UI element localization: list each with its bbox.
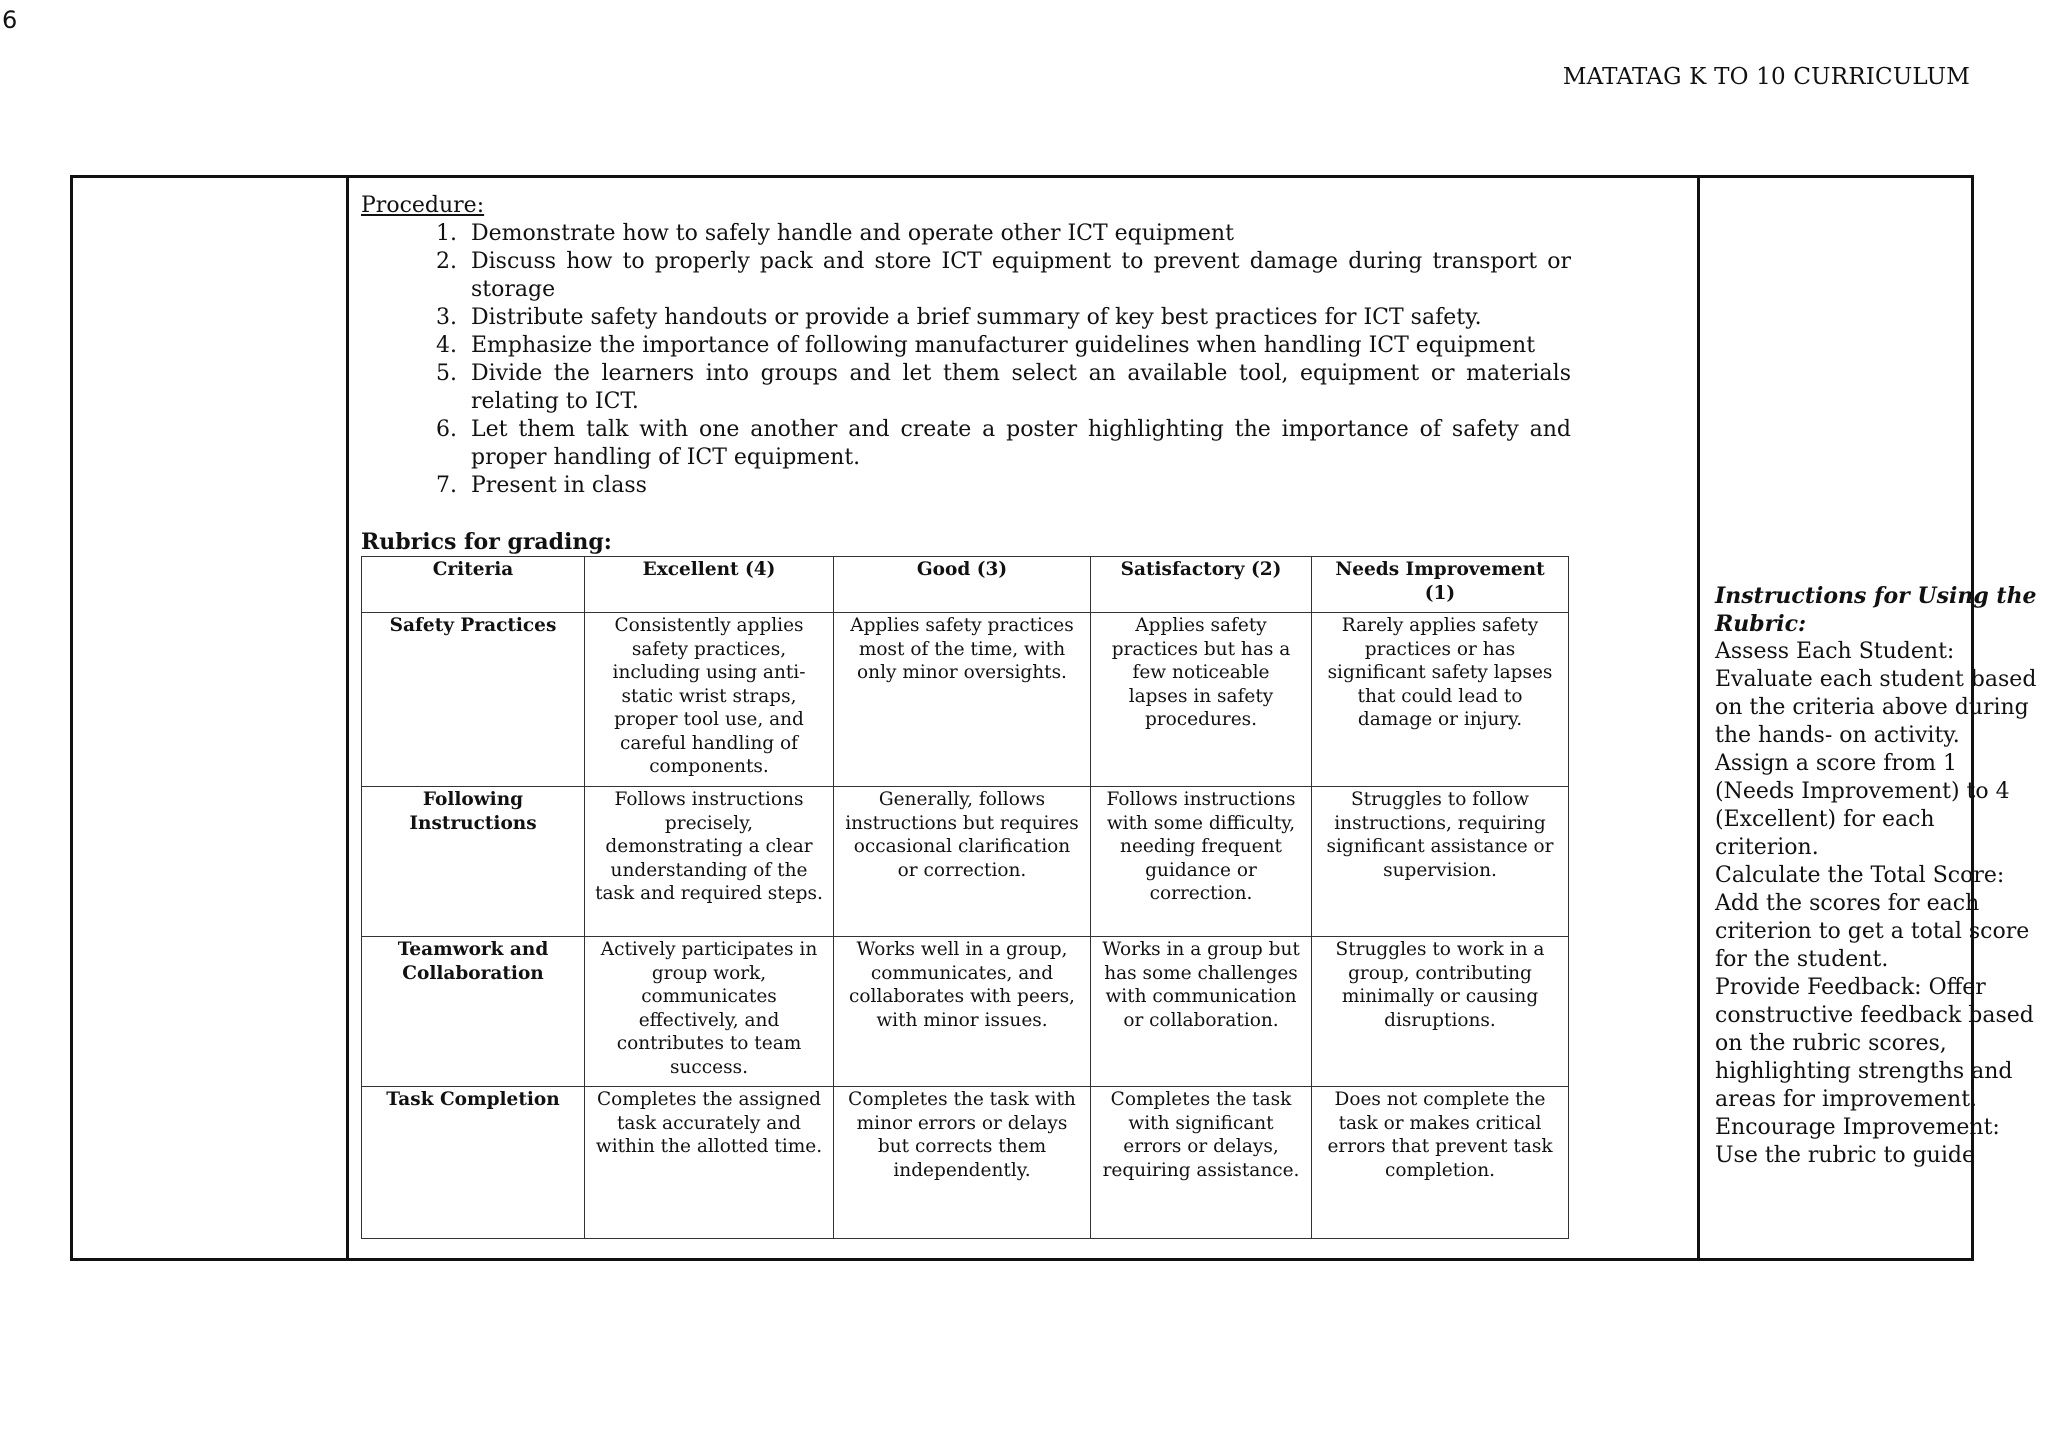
procedure-step: [361, 472, 1571, 500]
rubric-cell: Applies safety practices but has a few noticeable lapses in safety procedures.: [1091, 613, 1312, 787]
rubric-row: [362, 1087, 1569, 1239]
rubric-cell: Struggles to work in a group, contributing minimally or causing disruptions.: [1312, 937, 1569, 1087]
step-text: Discuss how to properly pack and store ICT equipment to prevent damage during transport or storage: [471, 249, 1571, 302]
rubric-cell: Follows instructions with some difficulty, needing frequent guidance or correction.: [1091, 787, 1312, 937]
criteria-cell: Task Completion: [362, 1087, 585, 1239]
column-header: Needs Improvement (1): [1312, 557, 1569, 613]
step-number: 1.: [436, 221, 457, 246]
criteria-cell: Safety Practices: [362, 613, 585, 787]
step-number: 5.: [436, 361, 457, 386]
rubric-cell: Struggles to follow instructions, requiring significant assistance or supervision.: [1312, 787, 1569, 937]
rubric-cell: Works well in a group, communicates, and collaborates with peers, with minor issues.: [834, 937, 1091, 1087]
rubric-table: [361, 556, 1569, 1239]
step-text: Emphasize the importance of following manufacturer guidelines when handling ICT equipment: [471, 333, 1536, 358]
step-number: 3.: [436, 305, 457, 330]
rubric-cell: Does not complete the task or makes critical errors that prevent task completion.: [1312, 1087, 1569, 1239]
column-header: Excellent (4): [585, 557, 834, 613]
procedure-step: [361, 416, 1571, 472]
rubric-cell: Completes the task with minor errors or delays but corrects them independently.: [834, 1087, 1091, 1239]
rubric-cell: Completes the task with significant errors or delays, requiring assistance.: [1091, 1087, 1312, 1239]
step-text: Demonstrate how to safely handle and operate other ICT equipment: [471, 221, 1234, 246]
criteria-cell: Teamwork and Collaboration: [362, 937, 585, 1087]
rubric-row: [362, 787, 1569, 937]
procedure-step: [361, 332, 1571, 360]
step-text: Let them talk with one another and create a poster highlighting the importance of safety and proper handling of ICT equipment.: [471, 417, 1571, 470]
instructions-section: [1715, 582, 2040, 1170]
rubric-cell: Completes the assigned task accurately and within the allotted time.: [585, 1087, 834, 1239]
rubric-cell: Consistently applies safety practices, including using anti-static wrist straps, proper tool use, and careful handling of components.: [585, 613, 834, 787]
procedure-step: [361, 220, 1571, 248]
column-header: Good (3): [834, 557, 1091, 613]
rubric-cell: Actively participates in group work, communicates effectively, and contributes to team success.: [585, 937, 834, 1087]
step-text: Divide the learners into groups and let them select an available tool, equipment or materials relating to ICT.: [471, 361, 1571, 414]
rubric-cell: Generally, follows instructions but requires occasional clarification or correction.: [834, 787, 1091, 937]
step-number: 4.: [436, 333, 457, 358]
instructions-paragraph: Encourage Improvement: Use the rubric to guide: [1715, 1115, 2000, 1168]
procedure-section: [361, 192, 1571, 1239]
left-column: [73, 178, 349, 1258]
step-number: 2.: [436, 249, 457, 274]
rubric-row: [362, 937, 1569, 1087]
rubric-cell: Applies safety practices most of the time, with only minor oversights.: [834, 613, 1091, 787]
step-number: 7.: [436, 473, 457, 498]
column-header: Criteria: [362, 557, 585, 613]
curriculum-header: MATATAG K TO 10 CURRICULUM: [1562, 64, 1970, 90]
procedure-column: [349, 178, 1700, 1258]
procedure-steps: [361, 220, 1571, 500]
instructions-paragraph: Provide Feedback: Offer constructive feedback based on the rubric scores, highlighting strengths and areas for improvement.: [1715, 975, 2034, 1112]
step-text: Distribute safety handouts or provide a brief summary of key best practices for ICT safety.: [471, 305, 1482, 330]
lesson-table: [70, 175, 2037, 1261]
step-text: Present in class: [471, 473, 647, 498]
instructions-paragraph: Calculate the Total Score: Add the scores for each criterion to get a total score for the student.: [1715, 863, 2030, 972]
rubric-cell: Rarely applies safety practices or has significant safety lapses that could lead to damage or injury.: [1312, 613, 1569, 787]
procedure-step: [361, 304, 1571, 332]
procedure-step: [361, 248, 1571, 304]
rubric-cell: Works in a group but has some challenges with communication or collaboration.: [1091, 937, 1312, 1087]
instructions-title: Instructions for Using the Rubric:: [1715, 583, 2037, 637]
instructions-column: [1700, 178, 2037, 1258]
criteria-cell: Following Instructions: [362, 787, 585, 937]
column-header: Satisfactory (2): [1091, 557, 1312, 613]
rubric-cell: Follows instructions precisely, demonstrating a clear understanding of the task and required steps.: [585, 787, 834, 937]
page-number: 6: [2, 6, 18, 34]
rubric-heading: Rubrics for grading:: [361, 529, 612, 555]
rubric-header-row: [362, 557, 1569, 613]
rubric-row: [362, 613, 1569, 787]
instructions-paragraph: Assess Each Student: Evaluate each student based on the criteria above during the hands- on activity. Assign a score from 1 (Needs Improvement) to 4 (Excellent) for each criterion.: [1715, 639, 2037, 860]
step-number: 6.: [436, 417, 457, 442]
procedure-heading: Procedure:: [361, 193, 485, 218]
procedure-step: [361, 360, 1571, 416]
